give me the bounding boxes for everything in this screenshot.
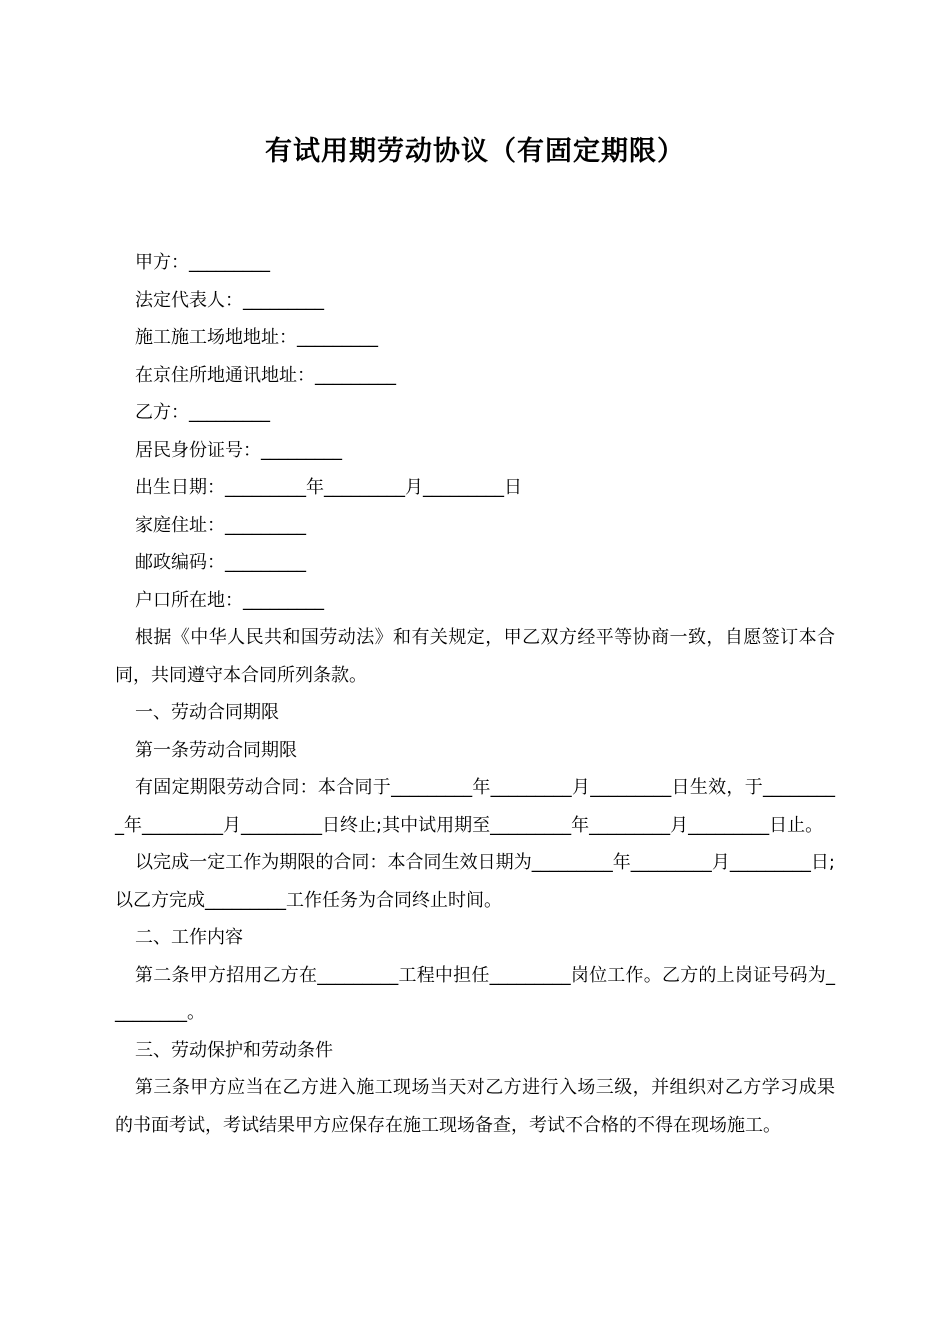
field-party-a: 甲方：_________ <box>135 252 270 273</box>
field-id-number: 居民身份证号：_________ <box>135 439 342 461</box>
field-birth-date: 出生日期：_________年_________月_________日 <box>135 477 522 498</box>
field-home-address: 家庭住址：_________ <box>135 514 306 536</box>
section-heading-2: 二、工作内容 <box>135 927 243 948</box>
field-site-address: 施工施工场地地址：_________ <box>135 327 378 348</box>
document-body <box>115 244 835 1144</box>
article-2: 第二条甲方招用乙方在_________工程中担任_________岗位工作。乙方的上岗证号码为_________。 <box>115 964 835 1023</box>
section-heading-1: 一、劳动合同期限 <box>135 702 279 723</box>
article-3: 第三条甲方应当在乙方进入施工现场当天对乙方进行入场三级，并组织对乙方学习成果的书面考试，考试结果甲方应保存在施工现场备查，考试不合格的不得在现场施工。 <box>115 1077 835 1136</box>
field-party-b: 乙方：_________ <box>135 402 270 423</box>
section-heading-3: 三、劳动保护和劳动条件 <box>135 1039 333 1061</box>
field-household-registration: 户口所在地：_________ <box>135 589 324 611</box>
field-postal-code: 邮政编码：_________ <box>135 552 306 573</box>
intro-paragraph: 根据《中华人民共和国劳动法》和有关规定，甲乙双方经平等协商一致，自愿签订本合同，共同遵守本合同所列条款。 <box>115 627 835 686</box>
article-1-title: 第一条劳动合同期限 <box>135 739 297 761</box>
document-title: 有试用期劳动协议（有固定期限） <box>265 136 685 167</box>
article-1-fixed-term: 有固定期限劳动合同：本合同于_________年_________月_________日生效，于_________年_________月_________日终止;其中试用期至_________年_________月_________日止。 <box>115 777 835 836</box>
field-legal-representative: 法定代表人：_________ <box>135 289 324 311</box>
field-beijing-address: 在京住所地通讯地址：_________ <box>135 364 396 386</box>
article-1-task-term: 以完成一定工作为期限的合同：本合同生效日期为_________年_________月_________日;以乙方完成_________工作任务为合同终止时间。 <box>115 852 835 911</box>
